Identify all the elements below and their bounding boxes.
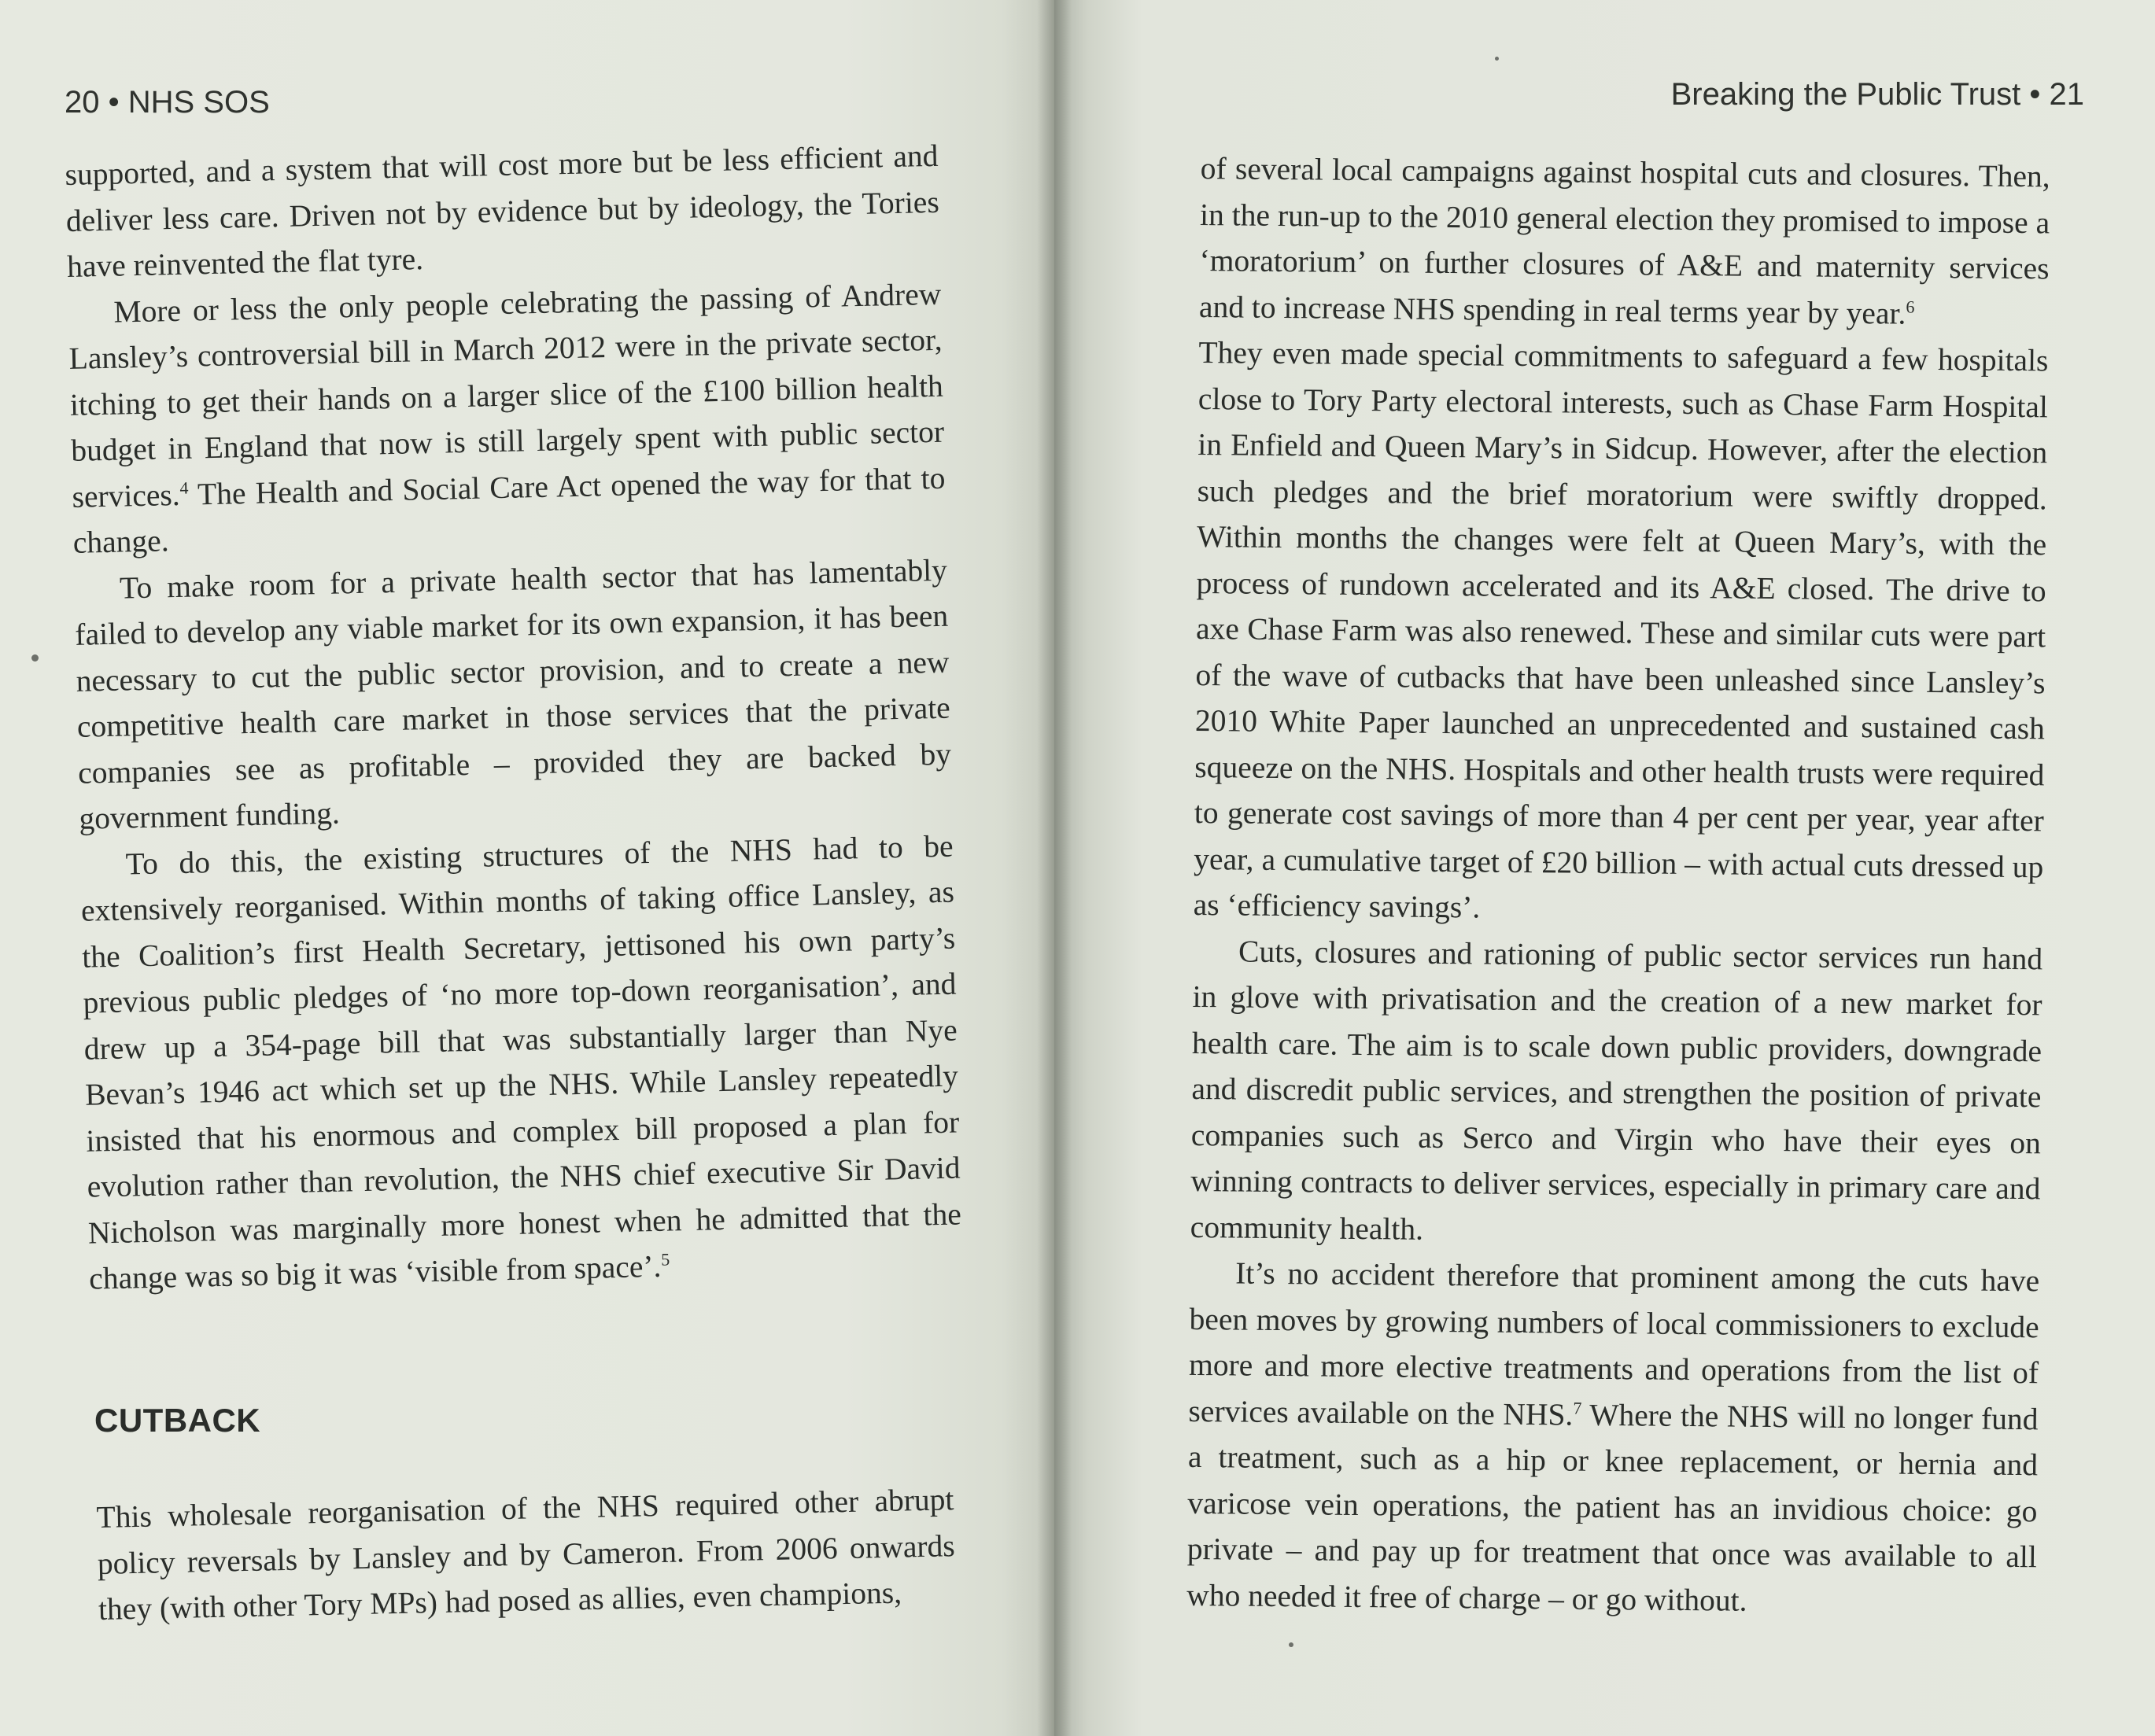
section-body [96, 1476, 956, 1632]
footnote-marker: 7 [1573, 1397, 1582, 1418]
paragraph [1193, 330, 2048, 936]
paragraph-text: supported, and a system that will cost more but be less efficient and deliver less care. Driven not by evidence but by ideology, the Tories have reinvented the flat tyre. [65, 138, 940, 284]
paragraph [1190, 927, 2043, 1258]
paragraph-text: Where the NHS will no longer fund a treatment, such as a hip or knee replacement, or hernia and varicose vein operations, the patient has an invidious choice: go private – and pay up for treatment that once was available to all who needed it free of charge – or go without. [1186, 1397, 2039, 1618]
footnote-marker: 4 [179, 477, 189, 498]
running-head-left: 20 • NHS SOS [65, 85, 270, 120]
left-page-body [65, 133, 963, 1302]
paragraph [79, 823, 962, 1302]
footnote-marker: 6 [1906, 296, 1915, 317]
paragraph [65, 133, 941, 290]
paper-speck [31, 654, 39, 662]
paragraph-text: of several local campaigns against hospital cuts and closures. Then, in the run-up to the 2010 general election they promised to impose a ‘moratorium’ on further closures of A&E and maternity services and to increase NHS spending in real terms year by year. [1198, 150, 2050, 331]
paragraph-text: To make room for a private health sector that has lamentably failed to develop any viable market for its own expansion, it has been necessary to cut the public sector provision, and to create a new competitive health care market in those services that the private companies see as profitable – provided they are backed by government funding. [74, 552, 952, 836]
right-page [1054, 0, 2155, 1736]
paragraph-text: The Health and Social Care Act opened the way for that to change. [72, 460, 946, 560]
footnote-marker: 5 [660, 1249, 670, 1270]
paragraph [1199, 146, 2050, 337]
paragraph-text: More or less the only people celebrating the passing of Andrew Lansley’s controversial bill in March 2012 were in the private sector, itching to get their hands on a larger slice of the £100 billion health budget in England that now is still largely spent with public sector services. [68, 276, 945, 514]
paragraph-text: It’s no accident therefore that prominent among the cuts have been moves by growing numbers of local commissioners to exclude more and more elective treatments and operations from the list of services available on the NHS. [1188, 1255, 2040, 1432]
paper-speck [1495, 57, 1499, 61]
book-gutter [1037, 0, 1072, 1736]
paragraph-text: This wholesale reorganisation of the NHS required other abrupt policy reversals by Lansley and by Cameron. From 2006 onwards they (with other Tory MPs) had posed as allies, even champions, [96, 1482, 956, 1627]
paragraph [68, 271, 947, 566]
paragraph [1186, 1250, 2039, 1626]
paragraph [73, 547, 952, 842]
section-heading: CUTBACK [94, 1402, 261, 1439]
left-page [0, 0, 1054, 1736]
right-page-body [1186, 146, 2050, 1626]
running-head-right: Breaking the Public Trust • 21 [1670, 77, 2084, 112]
paragraph-text: Cuts, closures and rationing of public sector services run hand in glove with privatisation and the creation of a new market for health care. The aim is to scale down public providers, downgrade and discredit public services, and strengthen the position of private companies such as Serco and Virgin who have their eyes on winning contracts to deliver services, especially in primary care and community health. [1190, 934, 2043, 1247]
paper-speck [1289, 1642, 1293, 1647]
paragraph [96, 1476, 956, 1632]
paragraph-text: They even made special commitments to safeguard a few hospitals close to Tory Party electoral interests, such as Chase Farm Hospital in Enfield and Queen Mary’s in Sidcup. However, after the election such pledges and the brief moratorium were swiftly dropped. Within months the changes were felt at Queen Mary’s, with the process of rundown accelerated and its A&E closed. The drive to axe Chase Farm was also renewed. These and similar cuts were part of the wave of cutbacks that have been unleashed since Lansley’s 2010 White Paper launched an unprecedented and sustained cash squeeze on the NHS. Hospitals and other health trusts were required to generate cost savings of more than 4 per cent per year, year after year, a cumulative target of £20 billion – with actual cuts dressed up as ‘efficiency savings’. [1193, 334, 2049, 925]
paragraph-text: To do this, the existing structures of the NHS had to be extensively reorganised. Within months of taking office Lansley, as the Coalition’s first Health Secretary, jettisoned his own party’s previous public pledges of ‘no more top-down reorganisation’, and drew up a 354-page bill that was substantially larger than Nye Bevan’s 1946 act which set up the NHS. While Lansley repeatedly insisted that his enormous and complex bill proposed a plan for evolution rather than revolution, the NHS chief executive Sir David Nicholson was marginally more honest when he admitted that the change was so big it was ‘visible from space’. [80, 828, 962, 1296]
